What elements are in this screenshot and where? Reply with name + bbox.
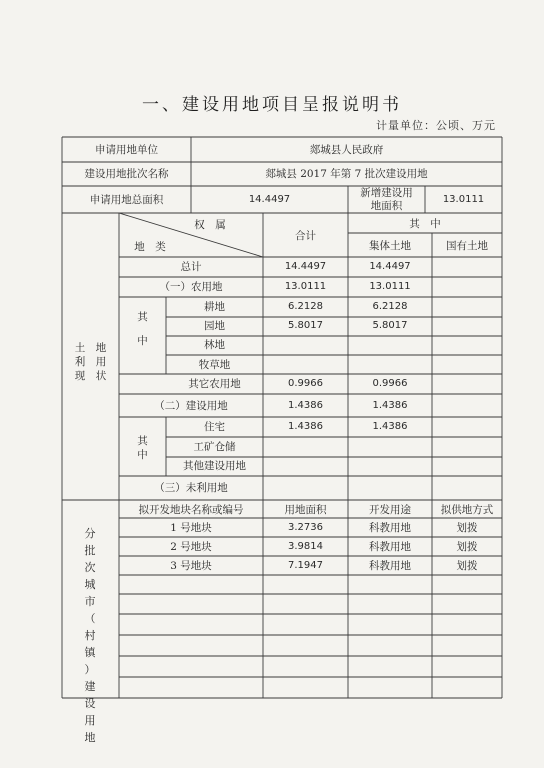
row-arable-collective: 6.2128 <box>372 301 408 312</box>
row-construction-label: （二）建设用地 <box>154 400 228 412</box>
among-header: 其 中 <box>409 218 441 230</box>
row-garden-label: 园地 <box>204 320 225 332</box>
row-unused-label: （三）未利用地 <box>154 482 228 494</box>
batch-label: 建设用地批次名称 <box>84 168 169 180</box>
new-area-label-2: 地面积 <box>370 200 403 212</box>
parcel-row-supply: 划拨 <box>456 560 478 572</box>
row-other-construction-label: 其他建设用地 <box>183 460 246 472</box>
row-residential-value: 1.4386 <box>288 421 323 432</box>
row-total-value: 14.4497 <box>284 261 327 272</box>
applicant-value: 郯城县人民政府 <box>309 144 384 156</box>
ownership-header: 权 属 <box>194 219 226 231</box>
row-arable-value: 6.2128 <box>288 301 323 312</box>
row-construction-value: 1.4386 <box>288 400 323 411</box>
applicant-label: 申请用地单位 <box>95 144 158 156</box>
parcel-row-area: 3.9814 <box>288 541 323 552</box>
row-garden-value: 5.8017 <box>288 320 323 331</box>
parcel-row-use: 科教用地 <box>369 560 411 572</box>
parcel-side-label: 分 批 次 城 市 （ 村 镇 ） 建 设 用 地 <box>84 527 96 744</box>
new-area-value: 13.0111 <box>442 194 485 205</box>
row-farmland-collective: 13.0111 <box>369 281 411 292</box>
total-col-header: 合计 <box>295 230 316 242</box>
parcel-row-use: 科教用地 <box>369 541 411 553</box>
side-label-use: 利 用 <box>74 356 107 368</box>
side-label-land: 土 地 <box>74 342 107 354</box>
parcel-row-name: 1 号地块 <box>170 522 212 534</box>
row-total-label: 总计 <box>180 261 202 273</box>
page-title: 一、建设用地项目呈报说明书 <box>142 95 402 115</box>
parcel-row-use: 科教用地 <box>369 522 411 534</box>
row-total-collective: 14.4497 <box>369 261 411 272</box>
row-industrial-label: 工矿仓储 <box>193 441 236 453</box>
parcel-col-area: 用地面积 <box>284 504 327 516</box>
collective-header: 集体土地 <box>369 240 411 252</box>
parcel-col-name: 拟开发地块名称或编号 <box>138 504 244 516</box>
row-other-farm-value: 0.9966 <box>288 378 323 389</box>
row-construction-collective: 1.4386 <box>372 400 408 411</box>
parcel-row-area: 3.2736 <box>288 522 323 533</box>
parcel-col-use: 开发用途 <box>369 504 411 516</box>
batch-value: 郯城县 2017 年第 7 批次建设用地 <box>265 168 428 180</box>
new-area-label-1: 新增建设用 <box>360 187 413 199</box>
row-forest-label: 林地 <box>204 339 225 351</box>
side-label-status: 现 状 <box>74 370 107 382</box>
farm-zhong-label: 中 <box>137 335 148 347</box>
parcel-row-name: 3 号地块 <box>170 560 212 572</box>
state-header: 国有土地 <box>446 240 488 252</box>
row-residential-label: 住宅 <box>204 421 225 433</box>
row-farmland-label: （一）农用地 <box>159 281 223 293</box>
row-farmland-value: 13.0111 <box>284 281 327 292</box>
parcel-row-area: 7.1947 <box>288 560 323 571</box>
total-area-label: 申请用地总面积 <box>89 194 164 206</box>
parcel-row-supply: 划拨 <box>456 541 478 553</box>
constr-among-label: 其 <box>137 435 148 447</box>
constr-zhong-label: 中 <box>137 449 148 461</box>
row-other-farm-collective: 0.9966 <box>372 378 408 389</box>
total-area-value: 14.4497 <box>248 194 291 205</box>
row-garden-collective: 5.8017 <box>372 320 408 331</box>
parcel-col-supply: 拟供地方式 <box>440 504 494 516</box>
parcel-row-name: 2 号地块 <box>170 541 212 553</box>
row-arable-label: 耕地 <box>204 301 225 313</box>
unit-note: 计量单位：公顷、万元 <box>376 119 496 132</box>
row-other-farm-label: 其它农用地 <box>188 378 241 390</box>
farm-among-label: 其 <box>137 311 148 323</box>
parcel-row-supply: 划拨 <box>456 522 478 534</box>
land-type-header: 地 类 <box>134 241 166 253</box>
row-residential-collective: 1.4386 <box>372 421 408 432</box>
row-pasture-label: 牧草地 <box>198 359 231 371</box>
